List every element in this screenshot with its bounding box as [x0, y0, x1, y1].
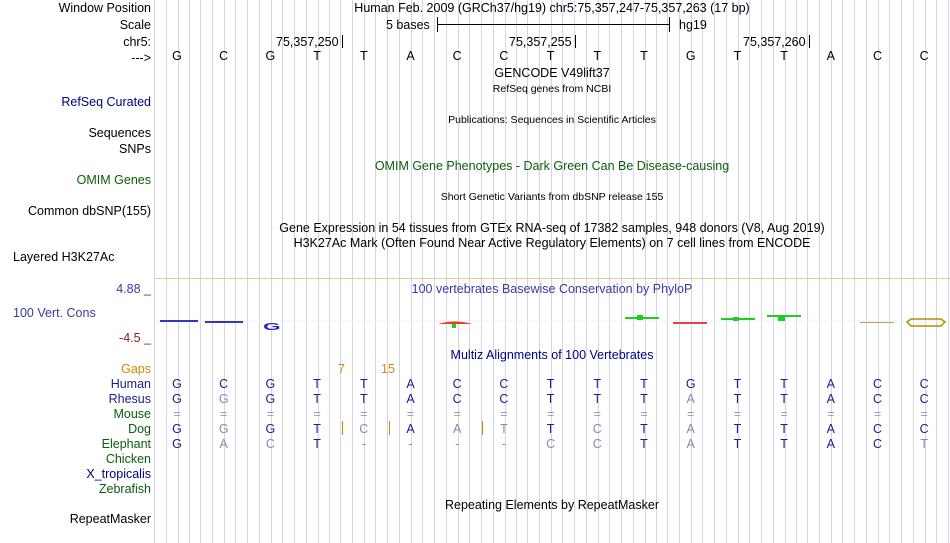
gridline: [854, 0, 855, 543]
base-cell: C: [359, 422, 369, 436]
gridline: [352, 0, 353, 543]
species-label-rhesus[interactable]: Rhesus: [108, 392, 151, 406]
base-cell: =: [920, 407, 928, 421]
base-cell: A: [826, 49, 835, 63]
base-cell: C: [872, 49, 883, 63]
track-label-repeatmasker[interactable]: RepeatMasker: [69, 512, 151, 526]
gridline: [446, 0, 447, 543]
base-cell: A: [686, 422, 695, 436]
cons-mark-t14-box: [778, 315, 785, 321]
base-cell: G: [265, 422, 276, 436]
base-cell: =: [360, 407, 368, 421]
gridline: [785, 0, 786, 543]
base-cell: -: [408, 437, 413, 451]
base-cell: A: [406, 377, 415, 391]
genome-browser-track-image[interactable]: [155, 0, 950, 543]
base-cell: T: [313, 49, 321, 63]
gridline: [469, 0, 470, 543]
phylop-track-title[interactable]: 100 vertebrates Basewise Conservation by PhyloP: [411, 282, 693, 296]
track-label-gaps[interactable]: Gaps: [121, 362, 151, 376]
cons-mark-c16: [860, 322, 894, 323]
base-cell: T: [359, 377, 368, 391]
base-cell: T: [313, 437, 321, 451]
gap-count-2: 15: [381, 362, 395, 376]
gap-count-1: 7: [338, 362, 345, 376]
base-cell: A: [406, 422, 415, 436]
base-cell: G: [265, 377, 276, 391]
gridline: [422, 0, 423, 543]
base-cell: T: [640, 49, 648, 63]
gridline: [749, 0, 750, 543]
species-label-chicken[interactable]: Chicken: [105, 452, 151, 466]
base-cell: T: [640, 377, 648, 391]
gridline: [633, 0, 634, 543]
base-cell: G: [685, 49, 696, 63]
scale-bar-right-end: [669, 17, 670, 32]
base-cell: A: [826, 437, 835, 451]
base-cell: -: [501, 437, 506, 451]
base-cell: A: [686, 392, 695, 406]
gridline: [702, 0, 703, 543]
dog-insertion-mark-2: [389, 421, 390, 435]
gridline: [387, 0, 388, 543]
base-cell: T: [780, 422, 788, 436]
cons-mark-g1: [160, 320, 198, 322]
base-cell: A: [826, 392, 835, 406]
gridline: [621, 0, 622, 543]
base-cell: T: [733, 422, 742, 436]
strand-toggle[interactable]: --->: [131, 51, 151, 65]
cons-max-label: 4.88 _: [116, 282, 151, 296]
base-cell: T: [733, 392, 742, 406]
omim-track-title[interactable]: OMIM Gene Phenotypes - Dark Green Can Be Disease-causing: [374, 159, 730, 173]
base-cell: T: [593, 377, 602, 391]
cons-mark-c2: [205, 321, 243, 323]
gridline: [224, 0, 225, 543]
base-cell: =: [173, 407, 181, 421]
base-cell: C: [919, 392, 929, 406]
chrom-label: chr5:: [123, 35, 151, 49]
base-cell: A: [826, 422, 835, 436]
base-cell: T: [313, 377, 321, 391]
base-cell: C: [219, 377, 229, 391]
base-cell: C: [452, 377, 462, 391]
base-cell: C: [499, 49, 509, 63]
gridline: [807, 0, 808, 543]
gridline: [200, 0, 201, 543]
gridline: [714, 0, 715, 543]
base-cell: G: [172, 422, 182, 436]
gridline: [399, 0, 400, 543]
window-position-text: Human Feb. 2009 (GRCh37/hg19) chr5:75,357,247-75,357,263 (17 bp): [354, 1, 750, 15]
gridline: [925, 0, 926, 543]
base-cell: C: [919, 422, 929, 436]
base-cell: T: [546, 422, 555, 436]
base-cell: T: [733, 377, 742, 391]
base-cell: C: [872, 392, 883, 406]
species-label-elephant[interactable]: Elephant: [101, 437, 151, 451]
species-label-dog[interactable]: Dog: [128, 422, 151, 436]
cons-mark-g12: [673, 322, 707, 324]
dog-insertion-mark-3: [482, 421, 483, 435]
h3k27ac-track-title[interactable]: H3K27Ac Mark (Often Found Near Active Regulatory Elements) on 7 cell lines from ENCODE: [293, 236, 811, 250]
gridline: [434, 0, 435, 543]
cons-mark-c7-dot: [452, 324, 456, 328]
base-cell: =: [500, 407, 508, 421]
base-cell: T: [733, 49, 742, 63]
scale-bar: [437, 24, 669, 25]
track-label-h3k27ac[interactable]: Layered H3K27Ac: [13, 250, 115, 264]
cons-logo-g3: G: [263, 321, 281, 333]
track-label-snps[interactable]: SNPs: [119, 142, 151, 156]
base-cell: C: [919, 377, 929, 391]
scale-label: Scale: [119, 18, 151, 32]
scale-bar-left-end: [437, 17, 438, 32]
gridline: [178, 0, 179, 543]
species-label-xtropicalis[interactable]: X_tropicalis: [86, 467, 151, 481]
dbsnp-track-title[interactable]: Short Genetic Variants from dbSNP release 155: [440, 191, 664, 203]
base-cell: -: [455, 437, 460, 451]
gridline: [235, 0, 236, 543]
base-cell: =: [640, 407, 648, 421]
gridline: [306, 0, 307, 543]
gridline: [154, 0, 155, 543]
base-cell: C: [592, 422, 602, 436]
gridline: [481, 0, 482, 543]
base-cell: T: [546, 392, 555, 406]
base-cell: C: [265, 437, 275, 451]
species-label-mouse[interactable]: Mouse: [113, 407, 151, 421]
base-cell: -: [361, 437, 366, 451]
base-cell: A: [219, 437, 228, 451]
phylop-conservation-graph: [155, 300, 950, 340]
base-cell: C: [219, 49, 229, 63]
gridline: [842, 0, 843, 543]
gridline: [796, 0, 797, 543]
gridline: [411, 0, 412, 543]
publications-track-title[interactable]: Publications: Sequences in Scientific Articles: [448, 114, 656, 126]
gridline: [458, 0, 459, 543]
gridline: [247, 0, 248, 543]
track-label-dbsnp[interactable]: Common dbSNP(155): [28, 204, 151, 218]
base-cell: T: [780, 437, 788, 451]
gridline: [166, 0, 167, 543]
gridline: [819, 0, 820, 543]
base-cell: T: [593, 49, 602, 63]
base-cell: A: [826, 377, 835, 391]
base-cell: G: [265, 392, 276, 406]
base-cell: =: [266, 407, 275, 421]
gtex-track-title[interactable]: Gene Expression in 54 tissues from GTEx RNA-seq of 17382 samples, 948 donors (V8, Aug 2019): [279, 221, 825, 235]
base-cell: T: [780, 49, 788, 63]
repeatmasker-track-title[interactable]: Repeating Elements by RepeatMasker: [444, 498, 660, 512]
dog-insertion-mark-1: [342, 421, 343, 435]
gridline: [318, 0, 319, 543]
gridline: [889, 0, 890, 543]
base-cell: =: [453, 407, 461, 421]
gridline: [901, 0, 902, 543]
base-cell: T: [500, 422, 508, 436]
gridline: [936, 0, 937, 543]
base-cell: T: [780, 392, 788, 406]
base-cell: A: [406, 392, 415, 406]
base-cell: G: [218, 392, 229, 406]
species-label-zebrafish[interactable]: Zebrafish: [98, 482, 151, 496]
base-cell: =: [220, 407, 228, 421]
cons-min-label: -4.5 _: [119, 331, 151, 345]
cons-mark-t11-box: [637, 315, 643, 320]
base-cell: C: [872, 377, 883, 391]
gridline: [259, 0, 260, 543]
base-cell: C: [919, 49, 929, 63]
base-cell: =: [593, 407, 601, 421]
base-cell: =: [313, 407, 321, 421]
gridline: [282, 0, 283, 543]
base-cell: A: [453, 422, 462, 436]
base-cell: =: [406, 407, 415, 421]
base-cell: A: [406, 49, 415, 63]
base-cell: T: [359, 49, 368, 63]
coord-tick-2: [575, 35, 576, 48]
coord-label-2: 75,357,255: [509, 35, 572, 49]
base-cell: T: [313, 392, 321, 406]
gridline: [329, 0, 330, 543]
coord-label-1: 75,357,250: [276, 35, 339, 49]
base-cell: T: [733, 437, 742, 451]
base-cell: T: [593, 392, 602, 406]
gencode-track-title[interactable]: GENCODE V49lift37: [494, 66, 610, 80]
gridline: [726, 0, 727, 543]
base-cell: T: [920, 437, 928, 451]
scale-text: 5 bases: [386, 18, 430, 32]
base-cell: T: [640, 437, 648, 451]
base-cell: T: [640, 422, 648, 436]
track-label-sequences[interactable]: Sequences: [88, 126, 151, 140]
base-cell: G: [172, 49, 182, 63]
base-cell: T: [780, 377, 788, 391]
gridline: [761, 0, 762, 543]
gridline: [667, 0, 668, 543]
gridline: [645, 0, 646, 543]
base-cell: =: [546, 407, 555, 421]
coord-label-3: 75,357,260: [743, 35, 806, 49]
gridline: [878, 0, 879, 543]
track-label-refseq[interactable]: RefSeq Curated: [61, 95, 151, 109]
base-cell: =: [687, 407, 695, 421]
base-cell: C: [592, 437, 602, 451]
gridline: [656, 0, 657, 543]
gridline: [831, 0, 832, 543]
base-cell: C: [546, 437, 556, 451]
refseq-track-title[interactable]: RefSeq genes from NCBI: [492, 83, 612, 95]
gridline: [212, 0, 213, 543]
base-cell: T: [640, 392, 648, 406]
base-cell: =: [780, 407, 788, 421]
base-cell: =: [873, 407, 882, 421]
track-label-cons[interactable]: 100 Vert. Cons: [13, 306, 96, 320]
gridline: [679, 0, 680, 543]
base-cell: =: [733, 407, 742, 421]
gridline: [773, 0, 774, 543]
cons-mark-t13-box: [733, 317, 739, 321]
base-cell: C: [872, 437, 883, 451]
base-cell: C: [452, 392, 462, 406]
base-cell: G: [172, 377, 182, 391]
assembly-label: hg19: [679, 18, 707, 32]
base-cell: T: [546, 377, 555, 391]
coord-tick-1: [342, 35, 343, 48]
track-label-column: [0, 0, 154, 543]
gridline: [691, 0, 692, 543]
base-cell: =: [827, 407, 835, 421]
cons-mark-c7: [438, 322, 472, 325]
base-cell: G: [685, 377, 696, 391]
base-cell: T: [546, 49, 555, 63]
window-position-label: Window Position: [58, 1, 151, 15]
base-cell: C: [499, 392, 509, 406]
track-label-omim[interactable]: OMIM Genes: [76, 173, 151, 187]
base-cell: T: [359, 392, 368, 406]
gridline: [271, 0, 272, 543]
gridline: [866, 0, 867, 543]
base-cell: C: [499, 377, 509, 391]
gridline: [948, 0, 949, 543]
base-cell: C: [452, 49, 462, 63]
multiz-track-title[interactable]: Multiz Alignments of 100 Vertebrates: [450, 348, 654, 362]
base-cell: A: [686, 437, 695, 451]
gridline: [364, 0, 365, 543]
cons-mark-c17: [907, 319, 945, 326]
base-cell: G: [265, 49, 276, 63]
base-cell: C: [872, 422, 883, 436]
base-cell: G: [218, 422, 229, 436]
gridline: [189, 0, 190, 543]
species-label-human[interactable]: Human: [110, 377, 151, 391]
base-cell: G: [172, 392, 182, 406]
gridline: [738, 0, 739, 543]
gridline: [294, 0, 295, 543]
base-cell: G: [172, 437, 182, 451]
gridline: [913, 0, 914, 543]
gridline: [375, 0, 376, 543]
gridline: [340, 0, 341, 543]
base-cell: T: [313, 422, 321, 436]
conservation-top-line: [155, 278, 950, 279]
coord-tick-3: [809, 35, 810, 48]
